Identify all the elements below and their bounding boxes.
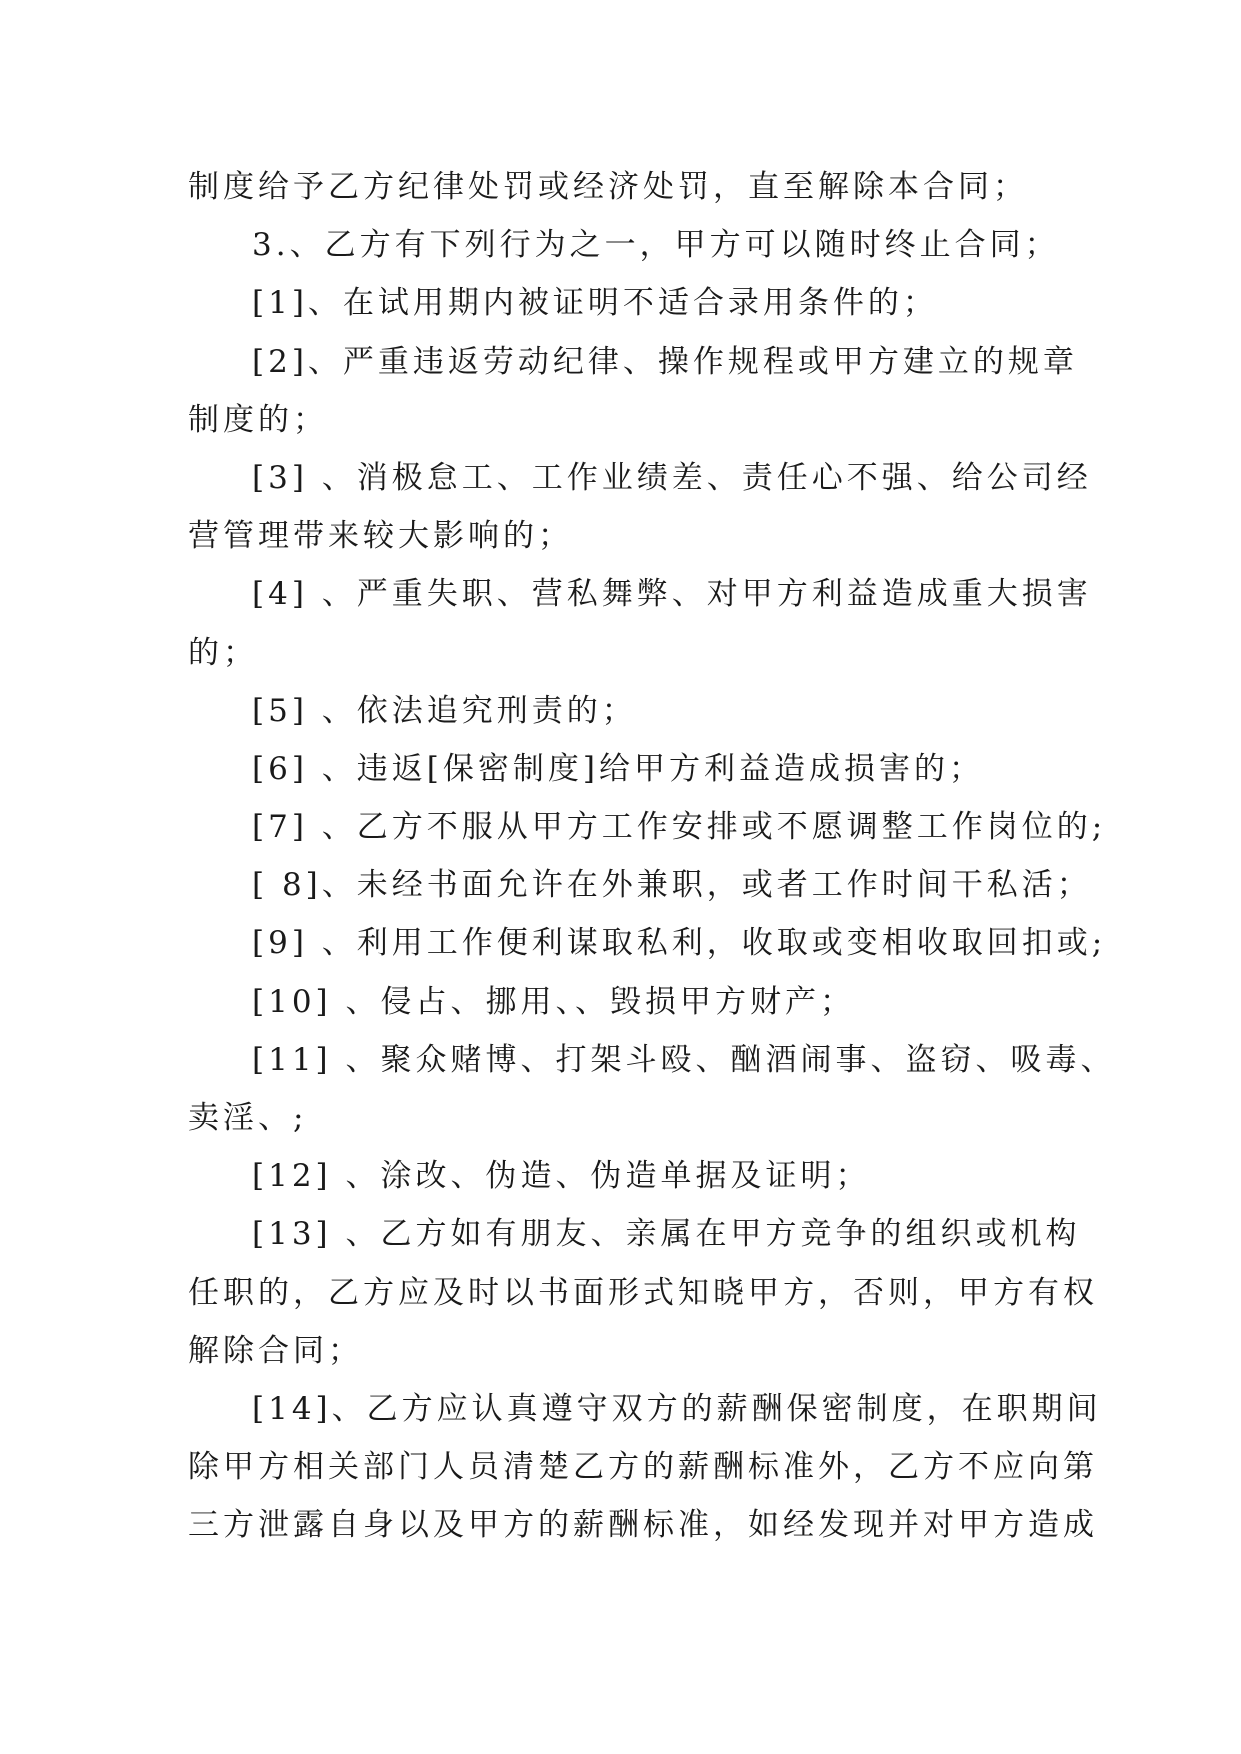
text-line: [13] 、乙方如有朋友、亲属在甲方竞争的组织或机构 [252,1216,1081,1253]
text-line: [10] 、侵占、挪用、、毁损甲方财产； [252,983,855,1020]
text-line: 制度的； [188,401,328,438]
text-line: 三方泄露自身以及甲方的薪酬标准，如经发现并对甲方造成 [188,1507,1098,1544]
text-line: [2]、严重违返劳动纪律、操作规程或甲方建立的规章 [252,343,1078,380]
text-line: 解除合同； [188,1332,363,1369]
text-line: [9] 、利用工作便利谋取私利，收取或变相收取回扣或; [252,925,1107,962]
text-line: [6] 、违返[保密制度]给甲方利益造成损害的； [252,750,984,787]
text-line: [12] 、涂改、伪造、伪造单据及证明； [252,1158,871,1195]
text-line: [1]、在试用期内被证明不适合录用条件的； [252,285,938,322]
text-line: 3.、乙方有下列行为之一，甲方可以随时终止合同； [252,227,1060,264]
text-line: 任职的，乙方应及时以书面形式知晓甲方，否则，甲方有权 [188,1274,1098,1311]
text-line: [7] 、乙方不服从甲方工作安排或不愿调整工作岗位的; [252,809,1107,846]
text-line: 制度给予乙方纪律处罚或经济处罚，直至解除本合同； [188,169,1028,205]
text-line: [11] 、聚众赌博、打架斗殴、酗酒闹事、盗窃、吸毒、 [252,1041,1116,1078]
text-line: [ 8]、未经书面允许在外兼职，或者工作时间干私活； [252,867,1092,904]
text-line: 除甲方相关部门人员清楚乙方的薪酬标准外，乙方不应向第 [188,1449,1098,1486]
document-body [188,158,1116,1555]
text-line: 卖淫、; [188,1100,308,1136]
text-line: [3] 、消极怠工、工作业绩差、责任心不强、给公司经 [252,459,1092,496]
text-line: [14]、乙方应认真遵守双方的薪酬保密制度，在职期间 [252,1390,1102,1427]
text-line: 营管理带来较大影响的； [188,518,573,555]
text-line: 的； [188,634,258,671]
text-line: [5] 、依法追究刑责的； [252,692,637,729]
text-line: [4] 、严重失职、营私舞弊、对甲方利益造成重大损害 [252,576,1092,613]
